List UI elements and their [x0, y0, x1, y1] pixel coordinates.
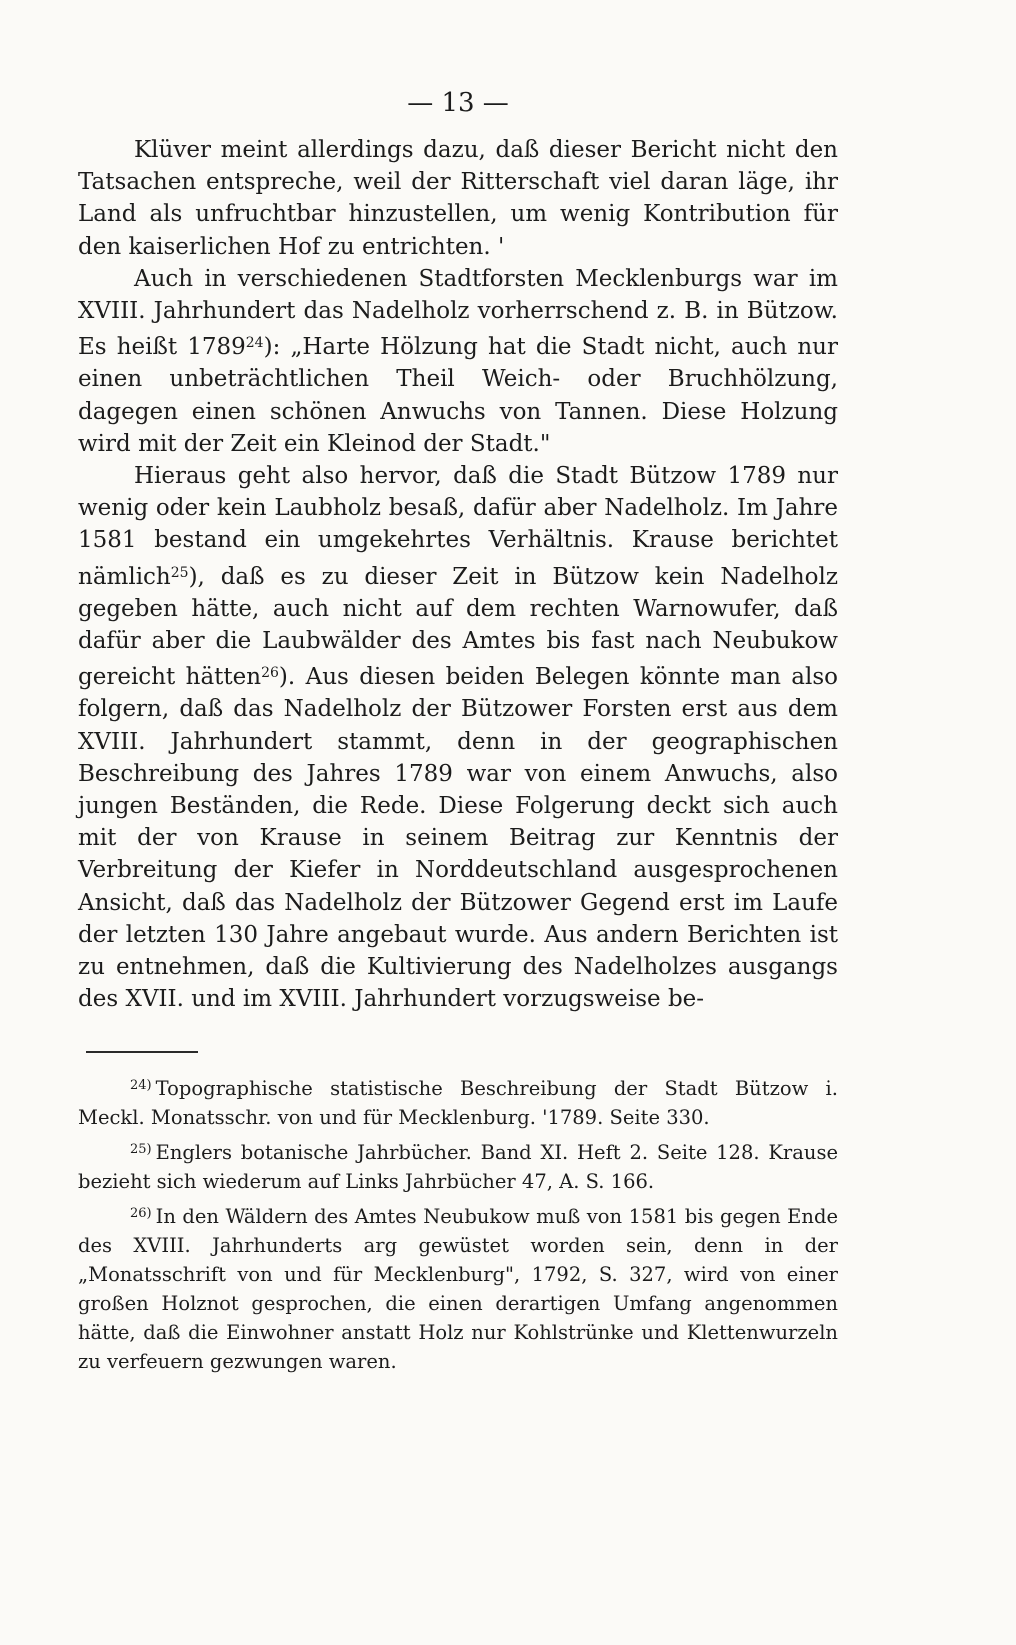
paragraph-2-text-a: Auch in verschiedenen Stadtforsten Mecklenburgs war im XVIII. Jahrhundert das Nadelholz vorherrschend z. B. in Bützow. Es heißt 1789	[78, 265, 838, 361]
footnote-separator	[86, 1051, 198, 1053]
paragraph-3-text-a: Hieraus geht also hervor, daß die Stadt Bützow 1789 nur wenig oder kein Laubholz besaß, dafür aber Nadelholz. Im Jahre 1581 bestand ein umgekehrtes Verhältnis. Krause berichtet nämlich	[78, 463, 838, 590]
paragraph-2	[78, 263, 838, 460]
footnote-marker: 26)	[130, 1206, 152, 1222]
footnote-ref-25: 25	[170, 564, 189, 581]
paragraph-2-text-b: ): „Harte Hölzung hat die Stadt nicht, auch nur einen unbeträchtlichen Theil Weich- oder Bruchhölzung, dagegen einen schönen Anwuchs von Tannen. Diese Holzung wird mit der Zeit ein Kleinod der Stadt."	[78, 334, 838, 457]
footnote-text: In den Wäldern des Amtes Neubukow muß von 1581 bis gegen Ende des XVIII. Jahrhunderts arg gewüstet worden sein, denn in der „Monatsschrift von und für Mecklenburg", 1792, S. 327, wird von einer großen Holznot gesprochen, die einen derartigen Umfang angenommen hätte, daß die Einwohner anstatt Holz nur Kohlstrünke und Klettenwurzeln zu verfeuern gezwungen waren.	[78, 1205, 838, 1374]
footnote-26	[78, 1199, 838, 1376]
footnote-text: Topographische statistische Beschreibung der Stadt Bützow i. Meckl. Monatsschr. von und für Mecklenburg. '1789. Seite 330.	[78, 1077, 838, 1130]
footnotes	[78, 1071, 838, 1376]
footnote-25	[78, 1135, 838, 1196]
footnote-marker: 24)	[130, 1078, 152, 1094]
page-number: — 13 —	[407, 88, 509, 118]
paragraph-3	[78, 460, 838, 1015]
footnote-text: Englers botanische Jahrbücher. Band XI. Heft 2. Seite 128. Krause bezieht sich wiederum auf Links Jahrbücher 47, A. S. 166.	[78, 1141, 838, 1194]
footnote-ref-26: 26	[261, 665, 279, 682]
body-text	[78, 134, 838, 1015]
paragraph-3-text-b: ), daß es zu dieser Zeit in Bützow kein Nadelholz gegeben hätte, auch nicht auf dem rechten Warnowufer, daß dafür aber die Laubwälder des Amtes bis fast nach Neubukow gereicht hätten	[78, 563, 838, 691]
document-page	[78, 80, 838, 1379]
paragraph-3-text-c: ). Aus diesen beiden Belegen könnte man also folgern, daß das Nadelholz der Bützower Forsten erst aus dem XVIII. Jahrhundert stammt, denn in der geographischen Beschreibung des Jahres 1789 war von einem Anwuchs, also jungen Beständen, die Rede. Diese Folgerung deckt sich auch mit der von Krause in seinem Beitrag zur Kenntnis der Verbreitung der Kiefer in Norddeutschland ausgesprochenen Ansicht, daß das Nadelholz der Bützower Gegend erst im Laufe der letzten 130 Jahre angebaut wurde. Aus andern Berichten ist zu entnehmen, daß die Kultivierung des Nadelholzes ausgangs des XVII. und im XVIII. Jahrhundert vorzugsweise be-	[78, 664, 839, 1013]
footnote-ref-24: 24	[245, 335, 264, 352]
footnote-marker: 25)	[130, 1142, 152, 1158]
footnote-24	[78, 1071, 838, 1132]
paragraph-1: Klüver meint allerdings dazu, daß dieser Bericht nicht den Tatsachen entspreche, weil der Ritterschaft viel daran läge, ihr Land als unfruchtbar hinzustellen, um wenig Kontribution für den kaiserlichen Hof zu entrichten. '	[78, 137, 838, 260]
